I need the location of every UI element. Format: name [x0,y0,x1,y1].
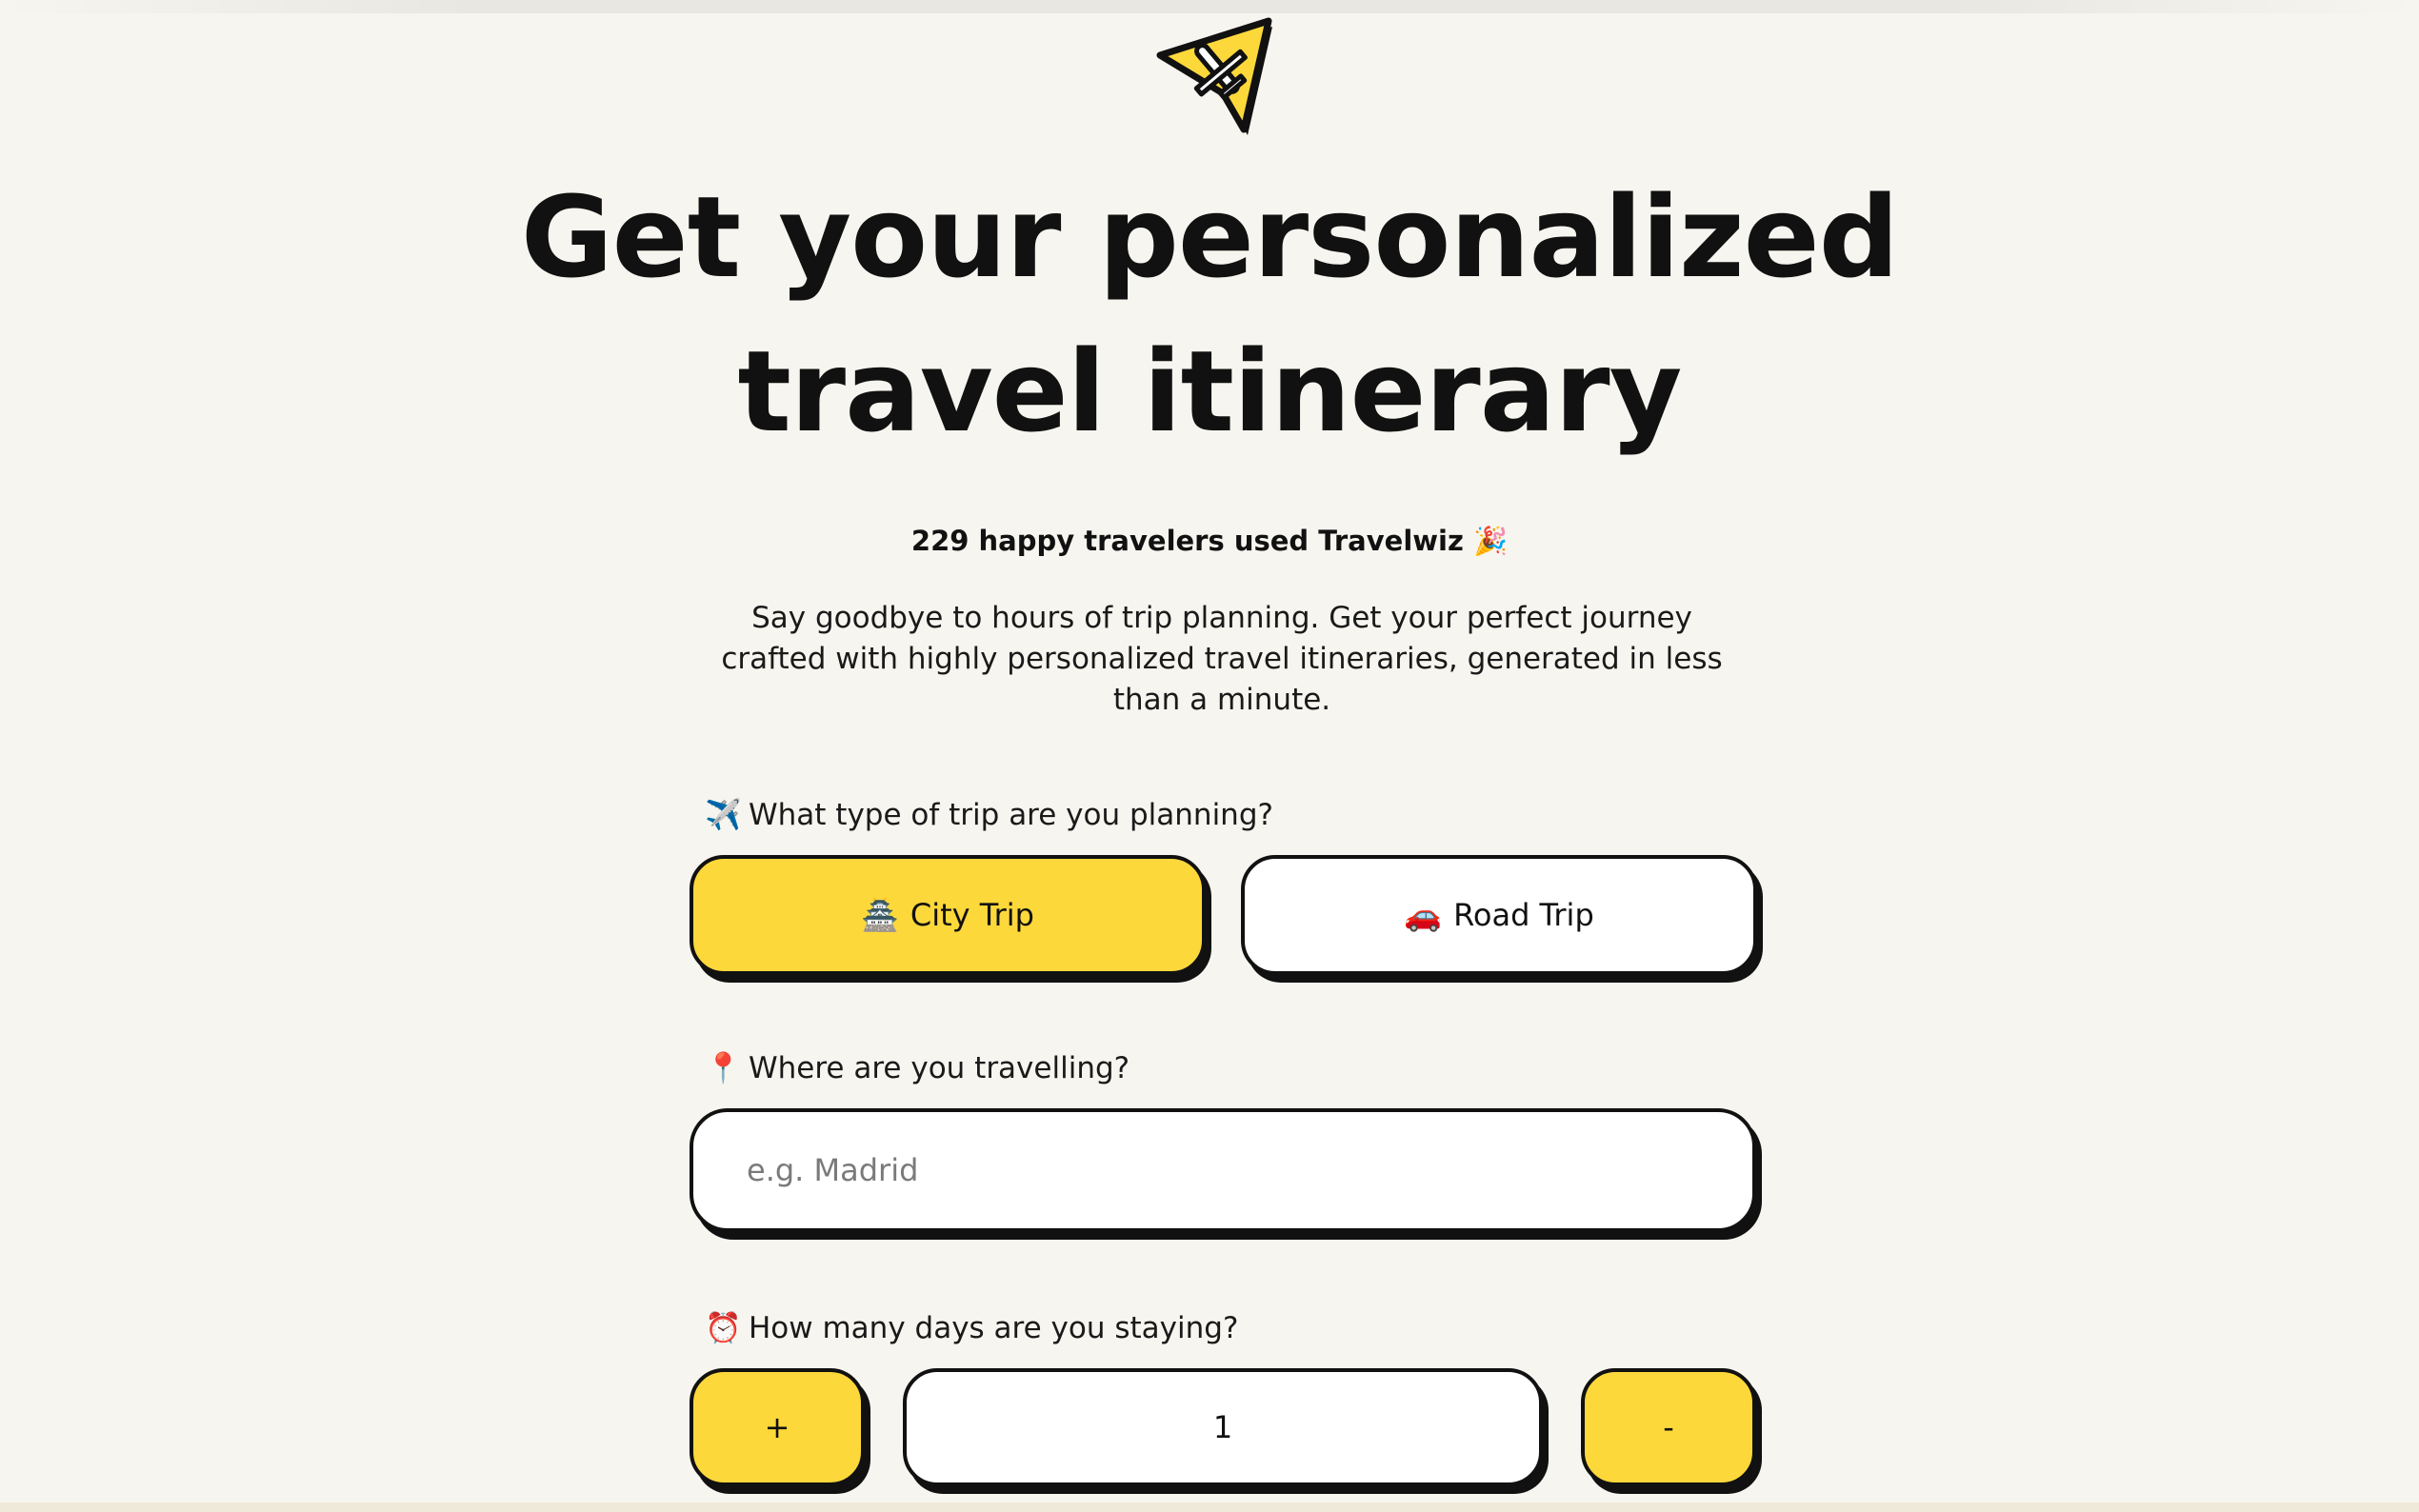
castle-icon: 🏯 [861,897,899,933]
trip-type-question-label: What type of trip are you planning? [749,798,1273,832]
destination-question-label: Where are you travelling? [749,1051,1130,1085]
page-title-line-2: travel itinerary [737,326,1682,457]
social-proof-text: 229 happy travelers used Travelwiz 🎉 [910,525,1509,557]
road-trip-label: Road Trip [1453,897,1594,933]
intro-paragraph: Say goodbye to hours of trip planning. Get your perfect journey crafted with highly personalized travel itineraries, generated in less than a minute. [721,601,1723,717]
trip-type-question [705,796,1273,834]
city-trip-button[interactable] [690,855,1206,975]
airplane-icon: ✈️ [705,798,742,832]
top-edge-shadow [0,0,2419,13]
car-icon: 🚗 [1404,897,1443,933]
city-trip-label: City Trip [910,897,1034,933]
alarm-clock-icon: ⏰ [705,1311,742,1345]
destination-input[interactable] [693,1112,1752,1228]
road-trip-button[interactable] [1241,855,1757,975]
days-value[interactable]: 1 [903,1368,1543,1486]
days-question [705,1309,1238,1347]
increment-days-button[interactable]: + [690,1368,865,1486]
pin-icon: 📍 [705,1051,742,1085]
destination-input-wrapper [690,1108,1756,1232]
bottom-edge [0,1502,2419,1512]
destination-question [705,1049,1130,1087]
decrement-days-button[interactable]: - [1581,1368,1756,1486]
page-title [0,160,2419,468]
days-question-label: How many days are you staying? [749,1311,1239,1345]
paper-plane-icon [1152,13,1276,137]
page-title-line-1: Get your personalized [520,171,1899,303]
